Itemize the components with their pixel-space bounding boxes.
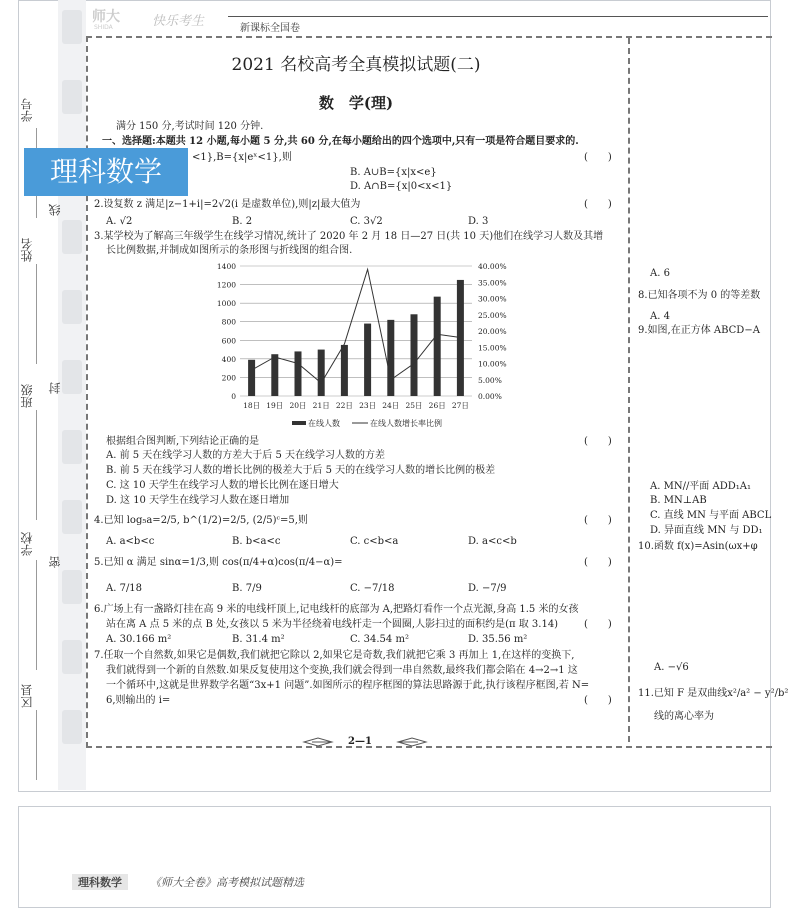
right-tick-label: 0.00% xyxy=(478,392,502,401)
right-q9-option: D. 异面直线 MN 与 DD₁ xyxy=(650,525,763,536)
growth-rate-line xyxy=(252,269,461,383)
q7-stem: 一个循环中,这就是世界数学名题“3x+1 问题”.如图所示的程序框图的算法思路源于此,执行该程序框图,若 N= xyxy=(106,680,590,691)
q2-option: D. 3 xyxy=(468,216,489,227)
x-tick-label: 18日 xyxy=(243,401,261,410)
answer-paren: ( ) xyxy=(584,515,612,526)
q7-stem: 6,则输出的 i= xyxy=(106,695,171,706)
right-q8-option: A. 4 xyxy=(650,311,670,322)
exam-title: 2021 名校高考全真模拟试题(二) xyxy=(231,55,481,75)
q6-option: D. 35.56 m² xyxy=(468,634,528,645)
q3-option: D. 这 10 天学生在线学习人数在逐日增加 xyxy=(106,495,290,506)
right-tick-label: 10.00% xyxy=(478,359,507,369)
x-tick-label: 26日 xyxy=(428,401,446,410)
q6-option: A. 30.166 m² xyxy=(106,634,172,645)
bar-19日 xyxy=(271,354,278,396)
x-tick-label: 22日 xyxy=(335,401,353,410)
seal-word-secret: 密 xyxy=(48,556,62,568)
seal-word-line: 线 xyxy=(48,204,62,216)
exam-subject: 数 学(理) xyxy=(318,94,394,112)
q5-stem: 5.已知 α 满足 sinα=1/3,则 cos(π/4+α)cos(π/4−α)= xyxy=(94,557,343,568)
right-tick-label: 40.00% xyxy=(478,262,507,271)
q7-stem: 我们就得到一个新的自然数.如果反复使用这个变换,我们就会得到一串自然数,最终我们都会陷在 4→2→1 这 xyxy=(106,665,578,676)
left-tick-label: 1000 xyxy=(216,299,236,309)
q5-option: C. −7/18 xyxy=(350,583,395,594)
x-tick-label: 24日 xyxy=(382,401,400,410)
q2-option: B. 2 xyxy=(232,216,253,227)
right-tick-label: 25.00% xyxy=(478,310,507,320)
q3-stem: 长比例数据,并制成如图所示的条形图与折线图的组合图. xyxy=(106,245,353,256)
bar-27日 xyxy=(457,280,464,396)
q1-stem: <1},B={x|eˣ<1},则 xyxy=(192,152,292,163)
bar-26日 xyxy=(434,297,441,396)
x-tick-label: 19日 xyxy=(266,401,284,410)
q4-option: B. b<a<c xyxy=(232,536,281,547)
right-q9-option: A. MN//平面 ADD₁A₁ xyxy=(650,481,751,492)
x-tick-label: 25日 xyxy=(405,401,423,410)
right-q9-option: B. MN⊥AB xyxy=(650,495,707,506)
strip-seal-mark xyxy=(62,710,82,744)
field-school: 学校 xyxy=(20,532,34,556)
chart-bars xyxy=(248,280,464,396)
bar-21日 xyxy=(318,350,325,396)
right-q10-option: A. −√6 xyxy=(654,662,689,673)
q6-stem: 6.广场上有一盏路灯挂在高 9 米的电线杆顶上,记电线杆的底部为 A,把路灯看作一个点光源,身高 1.5 米的女孩 xyxy=(94,604,579,615)
answer-paren: ( ) xyxy=(584,436,612,447)
section-heading: 一、选择题:本题共 12 小题,每小题 5 分,共 60 分,在每小题给出的四个选项中,只有一项是符合题目要求的. xyxy=(102,136,579,147)
right-q11-stem: 线的离心率为 xyxy=(654,711,714,722)
answer-paren: ( ) xyxy=(584,557,612,568)
legend-bar-swatch xyxy=(292,421,306,425)
strip-seal-mark xyxy=(62,290,82,324)
header-rule xyxy=(228,16,768,17)
left-tick-label: 1400 xyxy=(216,262,236,271)
column-separator xyxy=(628,38,630,742)
field-line xyxy=(36,410,37,520)
next-page-preview xyxy=(18,806,771,908)
field-district: 区县 xyxy=(20,684,34,708)
field-student-id: 学号 xyxy=(20,98,34,122)
brand-logo: 师大 xyxy=(92,9,120,25)
q5-option: A. 7/18 xyxy=(106,583,143,594)
exam-info: 满分 150 分,考试时间 120 分钟. xyxy=(116,121,264,132)
q4-option: A. a<b<c xyxy=(106,536,155,547)
next-page-tag: 理科数学 xyxy=(72,874,128,890)
answer-paren: ( ) xyxy=(584,152,612,163)
q3-option: B. 前 5 天在线学习人数的增长比例的极差大于后 5 天的在线学习人数的增长比例的极差 xyxy=(106,465,496,476)
left-tick-label: 800 xyxy=(221,317,236,327)
left-tick-label: 400 xyxy=(221,354,236,364)
strip-seal-mark xyxy=(62,640,82,674)
answer-paren: ( ) xyxy=(584,619,612,630)
q2-option: C. 3√2 xyxy=(350,216,383,227)
q1-option: B. A∪B={x|x<e} xyxy=(350,167,437,178)
field-line xyxy=(36,560,37,670)
field-line xyxy=(36,264,37,364)
subject-badge: 理科数学 xyxy=(24,148,188,196)
field-name: 姓名 xyxy=(20,238,34,262)
q2-stem: 2.设复数 z 满足|z−1+i|=2√2(i 是虚数单位),则|z|最大值为 xyxy=(94,199,361,210)
left-tick-label: 1200 xyxy=(216,280,236,290)
q4-option: C. c<b<a xyxy=(350,536,399,547)
legend-line-label: 在线人数增长率比例 xyxy=(370,419,442,428)
right-q10-stem: 10.函数 f(x)=Asin(ωx+φ xyxy=(638,541,758,552)
x-tick-label: 20日 xyxy=(289,401,307,410)
q3-combo-chart xyxy=(200,258,530,436)
q5-option: B. 7/9 xyxy=(232,583,262,594)
q2-option: A. √2 xyxy=(106,216,133,227)
x-tick-label: 23日 xyxy=(359,401,377,410)
strip-seal-mark xyxy=(62,430,82,464)
q4-stem: 4.已知 log₅a=2/5, b^(1/2)=2/5, (2/5)ᶜ=5,则 xyxy=(94,515,308,526)
q4-option: D. a<c<b xyxy=(468,536,517,547)
x-tick-label: 21日 xyxy=(312,401,330,410)
page-number: 2—1 xyxy=(348,736,372,747)
q6-option: C. 34.54 m² xyxy=(350,634,409,645)
bar-23日 xyxy=(364,324,371,396)
legend-bar-label: 在线人数 xyxy=(308,419,340,428)
q5-option: D. −7/9 xyxy=(468,583,507,594)
bar-20日 xyxy=(295,351,302,396)
bar-18日 xyxy=(248,360,255,396)
header-edition: 新课标全国卷 xyxy=(240,23,300,34)
strip-seal-mark xyxy=(62,360,82,394)
right-q9-stem: 9.如图,在正方体 ABCD−A xyxy=(638,325,760,336)
left-tick-label: 600 xyxy=(221,336,236,346)
bar-25日 xyxy=(411,314,418,396)
q3-question: 根据组合图判断,下列结论正确的是 xyxy=(106,436,260,447)
header-slogan: 快乐考生 xyxy=(152,14,205,29)
seal-word-seal: 封 xyxy=(48,382,62,394)
right-q11-stem: 11.已知 F 是双曲线x²/a² − y²/b² xyxy=(638,688,789,699)
q6-option: B. 31.4 m² xyxy=(232,634,285,645)
right-q8-stem: 8.已知各项不为 0 的等差数 xyxy=(638,290,761,301)
q3-option: C. 这 10 天学生在线学习人数的增长比例在逐日增大 xyxy=(106,480,339,491)
right-tick-label: 20.00% xyxy=(478,327,507,336)
left-tick-label: 0 xyxy=(231,392,236,401)
strip-seal-mark xyxy=(62,500,82,534)
q3-option: A. 前 5 天在线学习人数的方差大于后 5 天在线学习人数的方差 xyxy=(106,450,386,461)
q3-stem: 3.某学校为了解高三年级学生在线学习情况,统计了 2020 年 2 月 18 日—27 日(共 10 天)他们在线学习人数及其增 xyxy=(94,231,604,242)
answer-paren: ( ) xyxy=(584,695,612,706)
bar-22日 xyxy=(341,345,348,396)
field-class: 班级 xyxy=(20,384,34,408)
answer-paren: ( ) xyxy=(584,199,612,210)
right-tick-label: 15.00% xyxy=(478,343,507,353)
q7-stem: 7.任取一个自然数,如果它是偶数,我们就把它除以 2,如果它是奇数,我们就把它乘 3 再加上 1,在这样的变换下, xyxy=(94,650,575,661)
field-line xyxy=(36,710,37,780)
q6-stem: 站在离 A 点 5 米的点 B 处,女孩以 5 米为半径绕着电线杆走一个圆圈,人影扫过的面积约是(π 取 3.14) xyxy=(106,619,559,630)
brand-logo-sub: SHIDA xyxy=(94,24,113,31)
right-tick-label: 35.00% xyxy=(478,278,507,288)
strip-seal-mark xyxy=(62,220,82,254)
right-tick-label: 5.00% xyxy=(478,375,502,385)
x-tick-label: 27日 xyxy=(451,401,469,410)
bar-24日 xyxy=(387,320,394,396)
next-page-title: 《师大全卷》高考模拟试题精选 xyxy=(150,876,304,889)
left-tick-label: 200 xyxy=(221,373,236,383)
strip-seal-mark xyxy=(62,10,82,44)
q1-option: D. A∩B={x|0<x<1} xyxy=(350,181,453,192)
strip-seal-mark xyxy=(62,570,82,604)
right-q9-option: C. 直线 MN 与平面 ABCL xyxy=(650,510,772,521)
right-tick-label: 30.00% xyxy=(478,294,507,304)
right-q7-option: A. 6 xyxy=(650,268,670,279)
